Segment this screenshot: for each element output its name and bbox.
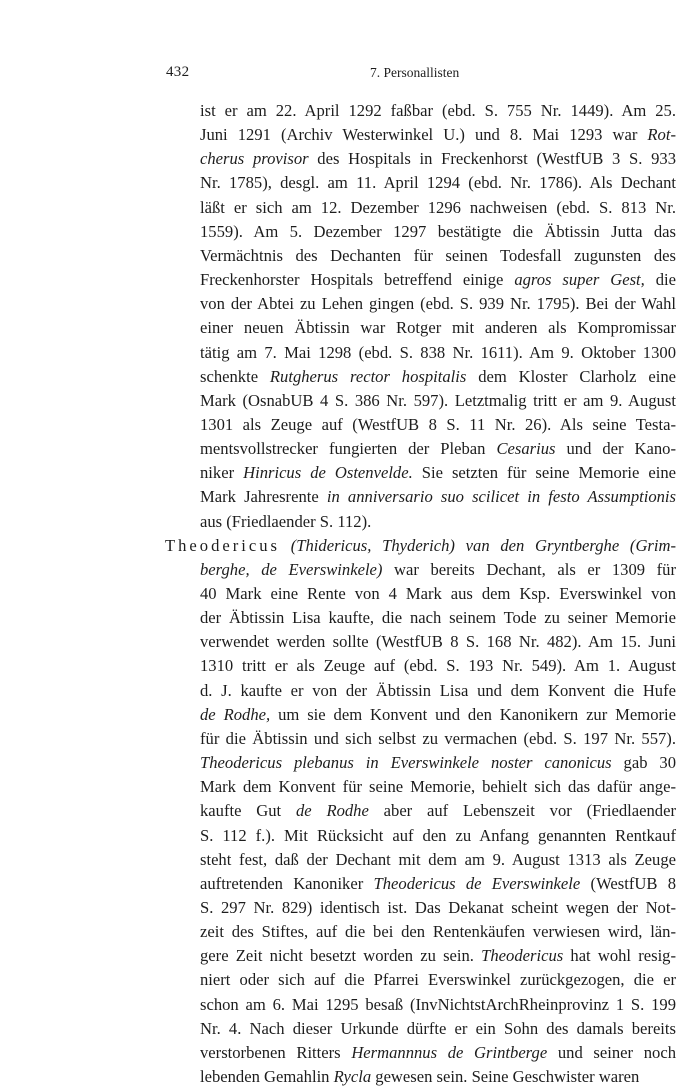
text-run: Vermächtnis des Dechanten für seinen Todesfall zugunsten des [200,245,676,265]
text-line [200,1041,676,1065]
italic-run: agros super Gest, [514,270,645,290]
text-line [200,896,676,920]
text-run: Mark Jahresrente [200,487,327,507]
text-line [200,679,676,703]
text-line [200,751,676,775]
text-line [200,968,676,992]
text-line [200,993,676,1017]
text-run: niert oder sich auf die Pfarrei Everswinkel zurückgezogen, die er [200,970,676,990]
page-number: 432 [166,64,190,80]
text-run: verstorbenen Ritters [200,1042,352,1062]
text-run: und der Kano- [555,439,676,459]
text-line [200,558,676,582]
italic-run: Rot- [647,125,676,145]
italic-run: in anniversario suo scilicet in festo Assumptionis [326,487,676,507]
text-line [200,654,676,678]
text-run: schenkte [200,366,270,386]
text-line [200,196,676,220]
text-line [200,824,676,848]
text-run: war bereits Dechant, als er 1309 für [382,559,677,579]
running-head: 7. Personallisten [370,65,460,80]
text-run: aus (Friedlaender S. 112). [200,511,372,531]
text-line [200,944,676,968]
italic-run: berghe, de Everswinkele) [200,559,383,579]
text-run: tätig am 7. Mai 1298 (ebd. S. 838 Nr. 1611). Am 9. Oktober 1300 [200,342,676,362]
italic-run: Theodericus plebanus in Everswinkele noster canonicus [200,753,612,773]
text-line [200,365,676,389]
italic-run: Hinricus de Ostenvelde. [243,463,413,483]
text-run: Nr. 1785), desgl. am 11. April 1294 (ebd. Nr. 1786). Als Dechant [200,173,676,193]
text-line [200,461,676,485]
text-run: Nr. 4. Nach dieser Urkunde dürfte er ein Sohn des damals bereits [200,1018,676,1038]
text-run: die [644,270,676,290]
text-line [200,99,676,123]
text-line [165,534,676,558]
text-run: gewesen sein. Seine Geschwister waren [371,1067,640,1086]
text-run: dem Kloster Clarholz eine [466,366,676,386]
italic-run: (Thidericus, Thyderich) van den Gryntberghe (Grim- [290,535,677,555]
text-run: Mark dem Konvent für seine Memorie, behielt sich das dafür ange- [200,777,676,797]
text-run: und seiner noch [547,1042,676,1062]
text-line [200,510,676,534]
text-run: 1310 tritt er als Zeuge auf (ebd. S. 193 Nr. 549). Am 1. August [200,656,676,676]
text-run: S. 297 Nr. 829) identisch ist. Das Dekanat scheint wegen der Not- [200,897,676,917]
text-run: d. J. kaufte er von der Äbtissin Lisa und dem Konvent die Hufe [200,680,676,700]
text-line [200,920,676,944]
text-run [280,536,291,555]
text-run: um sie dem Konvent und den Kanonikern zur Memorie [270,704,677,724]
text-run: verwendet werden sollte (WestfUB 8 S. 168 Nr. 482). Am 15. Juni [200,632,676,652]
text-line [200,1065,676,1089]
text-run: des Hospitals in Freckenhorst (WestfUB 3 S. 933 [308,149,677,169]
text-line [200,268,676,292]
text-run: 40 Mark eine Rente von 4 Mark aus dem Ksp. Everswinkel von [200,584,676,603]
text-line [200,171,676,195]
text-run: hat wohl resig- [563,946,677,966]
text-line [200,606,676,630]
text-line [200,775,676,799]
text-run: (WestfUB 8 [580,873,676,893]
text-run: steht fest, daß der Dechant mit dem am 9. August 1313 als Zeuge [200,849,676,869]
text-line [200,727,676,751]
text-run: schon am 6. Mai 1295 besaß (InvNichtstArchRheinprovinz 1 S. 199 [200,994,676,1014]
text-run: Juni 1291 (Archiv Westerwinkel U.) und 8. Mai 1293 war [200,125,648,145]
italic-run: Cesarius [496,439,556,459]
text-line [200,292,676,316]
text-run: gab 30 [611,753,676,773]
text-run: aber auf Lebenszeit vor (Friedlaender [368,801,676,821]
text-line [200,341,676,365]
text-run: Mark (OsnabUB 4 S. 386 Nr. 597). Letztmalig tritt er am 9. August [200,390,676,410]
text-run: 1559). Am 5. Dezember 1297 bestätigte die Äbtissin Jutta das [200,221,676,241]
text-run: kaufte Gut [200,801,296,821]
text-line [200,316,676,340]
text-line [200,630,676,654]
text-run: auftretenden Kanoniker [200,873,374,893]
text-run: 1301 als Zeuge auf (WestfUB 8 S. 11 Nr. 26). Als seine Testa- [200,414,676,434]
text-run: der Äbtissin Lisa kaufte, die nach seinem Tode zu seiner Memorie [200,608,676,628]
text-run: zeit des Stiftes, auf die bei den Rentenkäufen verwiesen wird, län- [200,922,676,942]
text-run: mentsvollstrecker fungierten der Pleban [200,439,497,459]
text-line [200,872,676,896]
text-line [200,1017,676,1041]
text-line [200,703,676,727]
text-line [200,389,676,413]
text-line [200,123,676,147]
text-line [200,244,676,268]
text-line [200,413,676,437]
italic-run: cherus provisor [200,149,309,169]
text-run: für die Äbtissin und sich selbst zu vermachen (ebd. S. 197 Nr. 557). [200,728,676,748]
page-header [0,64,700,86]
text-run: Sie setzten für seine Memorie eine [412,463,676,483]
text-run: läßt er sich am 12. Dezember 1296 nachweisen (ebd. S. 813 Nr. [200,197,676,217]
italic-run: Theodericus [481,946,564,966]
text-line [200,485,676,509]
italic-run: Rycla [333,1067,372,1086]
italic-run: Rutgherus rector hospitalis [269,366,467,386]
text-line [200,220,676,244]
italic-run: Hermannnus de Grintberge [351,1042,548,1062]
text-line [200,147,676,171]
italic-run: de Rodhe, [200,704,271,724]
text-run: niker [200,463,244,483]
text-run: lebenden Gemahlin [200,1067,334,1086]
text-run: Freckenhorster Hospitals betreffend einige [200,270,515,290]
text-line [200,799,676,823]
text-run: von der Abtei zu Lehen gingen (ebd. S. 939 Nr. 1795). Bei der Wahl [200,294,676,314]
text-run: gere Zeit nicht besetzt worden zu sein. [200,946,482,966]
text-line [200,437,676,461]
italic-run: Theodericus de Everswinkele [373,873,581,893]
text-run: einer neuen Äbtissin war Rotger mit anderen als Kompromissar [200,318,676,338]
text-line [200,848,676,872]
text-run: S. 112 f.). Mit Rücksicht auf den zu Anfang genannten Rentkauf [200,825,676,845]
italic-run: de Rodhe [295,801,369,821]
text-line [200,582,676,606]
text-run: ist er am 22. April 1292 faßbar (ebd. S. 755 Nr. 1449). Am 25. [200,101,676,120]
entry-name: Theodericus [165,535,281,555]
